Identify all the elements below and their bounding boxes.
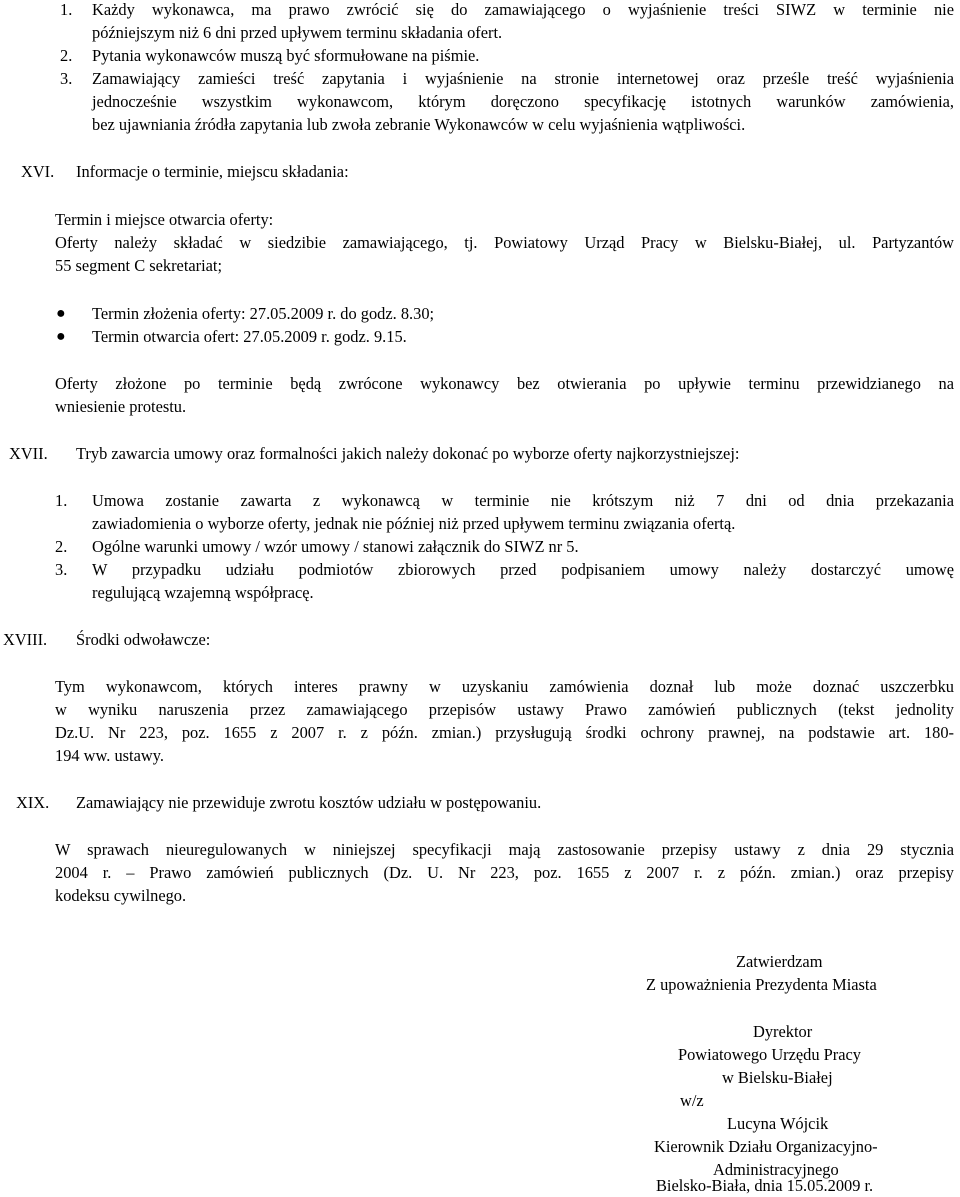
position-line: Administracyjnego xyxy=(713,1160,839,1179)
list-item-text: Umowa zostanie zawarta z wykonawcą w terminie nie krótszym niż 7 dni od dnia przekazania xyxy=(92,491,954,510)
list-item-text: jednocześnie wszystkim wykonawcom, którym doręczono specyfikację istotnych warunków zamówienia, xyxy=(92,92,954,111)
place-date-line: Bielsko-Biała, dnia 15.05.2009 r. xyxy=(656,1176,874,1195)
paragraph-line: wniesienie protestu. xyxy=(55,397,187,416)
approval-label: Zatwierdzam xyxy=(736,952,823,971)
paragraph-line: W sprawach nieuregulowanych w niniejszej specyfikacji mają zastosowanie przepisy ustawy z dnia 29 stycznia xyxy=(55,840,954,859)
position-line: Kierownik Działu Organizacyjno- xyxy=(654,1137,878,1156)
list-number: 2. xyxy=(60,46,73,65)
list-number: 3. xyxy=(60,69,73,88)
signatory-name: Lucyna Wójcik xyxy=(727,1114,829,1133)
list-item-text: zawiadomienia o wyborze oferty, jednak nie później niż przed upływem terminu związania ofertą. xyxy=(92,514,736,533)
list-item-text: Pytania wykonawców muszą być sformułowane na piśmie. xyxy=(92,46,480,65)
section-number: XVII. xyxy=(9,444,48,463)
section-title: Zamawiający nie przewiduje zwrotu kosztów udziału w postępowaniu. xyxy=(76,793,542,812)
role-line: Powiatowego Urzędu Pracy xyxy=(678,1045,861,1064)
list-item-text: bez ujawniania źródła zapytania lub zwoła zebranie Wykonawców w celu wyjaśnienia wątpliwości. xyxy=(92,115,746,134)
section-number: XVI. xyxy=(21,162,55,181)
section-title: Informacje o terminie, miejscu składania: xyxy=(76,162,349,181)
section-subheading: Termin i miejsce otwarcia oferty: xyxy=(55,210,274,229)
list-item-text: późniejszym niż 6 dni przed upływem terminu składania ofert. xyxy=(92,23,503,42)
bullet-item: Termin złożenia oferty: 27.05.2009 r. do godz. 8.30; xyxy=(92,304,435,323)
paragraph-line: Oferty należy składać w siedzibie zamawiającego, tj. Powiatowy Urząd Pracy w Bielsku-Białej, ul. Partyzantów xyxy=(55,233,954,252)
paragraph-line: kodeksu cywilnego. xyxy=(55,886,187,905)
list-item-text: Zamawiający zamieści treść zapytania i wyjaśnienie na stronie internetowej oraz prześle treść wyjaśnienia xyxy=(92,69,954,88)
list-number: 2. xyxy=(55,537,68,556)
list-number: 1. xyxy=(60,0,73,19)
role-line: Dyrektor xyxy=(753,1022,813,1041)
list-item-text: Każdy wykonawca, ma prawo zwrócić się do zamawiającego o wyjaśnienie treści SIWZ w terminie nie xyxy=(92,0,954,19)
section-title: Środki odwoławcze: xyxy=(76,630,211,649)
paragraph-line: Dz.U. Nr 223, poz. 1655 z 2007 r. z późn. zmian.) przysługują środki ochrony prawnej, na podstawie art. 180- xyxy=(55,723,954,742)
wz-label: w/z xyxy=(680,1091,704,1110)
bullet-dot: ● xyxy=(56,305,66,322)
list-item-text: regulującą wzajemną współpracę. xyxy=(92,583,314,602)
list-number: 1. xyxy=(55,491,68,510)
paragraph-line: 55 segment C sekretariat; xyxy=(55,256,223,275)
paragraph-line: 194 ww. ustawy. xyxy=(55,746,164,765)
paragraph-line: w wyniku naruszenia przez zamawiającego przepisów ustawy Prawo zamówień publicznych (tekst jednolity xyxy=(55,700,954,719)
paragraph-line: Tym wykonawcom, których interes prawny w uzyskaniu zamówienia doznał lub może doznać uszczerbku xyxy=(55,677,954,696)
list-number: 3. xyxy=(55,560,68,579)
bullet-dot: ● xyxy=(56,328,66,345)
role-line: w Bielsku-Białej xyxy=(722,1068,833,1087)
authority-line: Z upoważnienia Prezydenta Miasta xyxy=(646,975,877,994)
list-item-text: W przypadku udziału podmiotów zbiorowych przed podpisaniem umowy należy dostarczyć umowę xyxy=(92,560,954,579)
paragraph-line: Oferty złożone po terminie będą zwrócone wykonawcy bez otwierania po upływie terminu przewidzianego na xyxy=(55,374,954,393)
section-title: Tryb zawarcia umowy oraz formalności jakich należy dokonać po wyborze oferty najkorzystniejszej: xyxy=(76,444,740,463)
bullet-item: Termin otwarcia ofert: 27.05.2009 r. godz. 9.15. xyxy=(92,327,407,346)
paragraph-line: 2004 r. – Prawo zamówień publicznych (Dz. U. Nr 223, poz. 1655 z 2007 r. z późn. zmian.) oraz przepisy xyxy=(55,863,954,882)
list-item-text: Ogólne warunki umowy / wzór umowy / stanowi załącznik do SIWZ nr 5. xyxy=(92,537,579,556)
section-number: XVIII. xyxy=(3,630,48,649)
section-number: XIX. xyxy=(16,793,50,812)
